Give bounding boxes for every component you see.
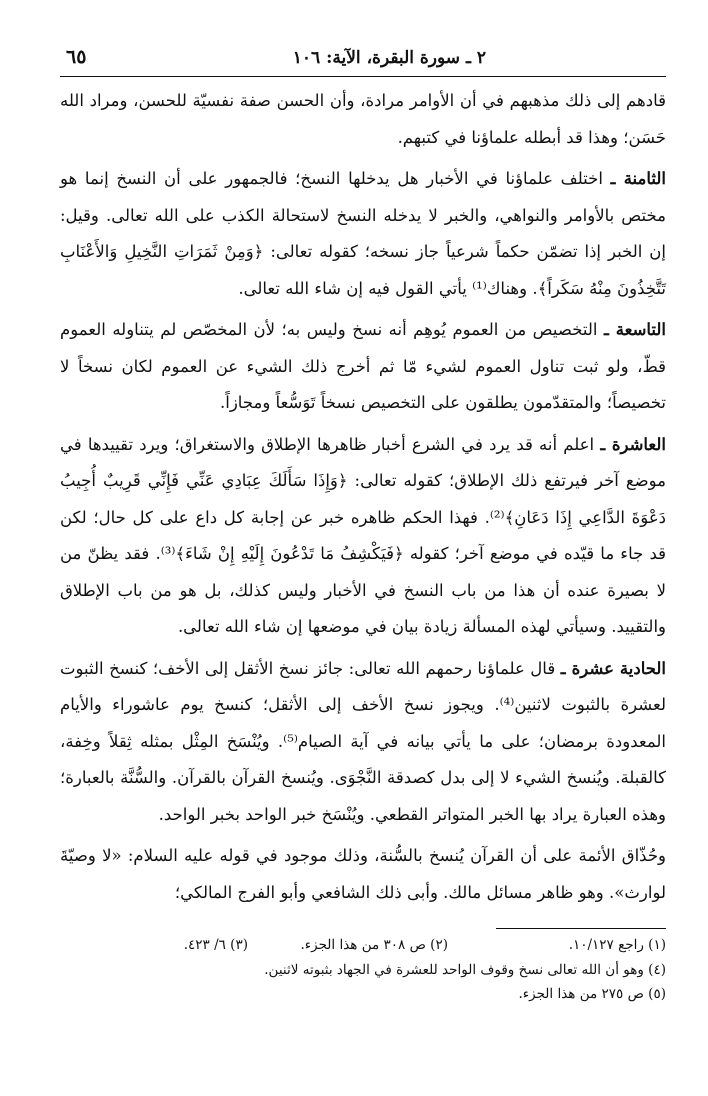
paragraph-text: اختلف علماؤنا في الأخبار هل يدخلها النسخ؛ فالجمهور على أن النسخ إنما هو مختص بالأوامر والنواهي، والخبر لا يدخله النسخ لاستحالة الكذب على الله تعالى. وقيل: إن الخبر إذا تضمّن حكماً شرعياً جاز نسخه؛ كقوله تعالى: ﴿وَمِنْ ثَمَرَاتِ النَّخِيلِ وَالأَعْنَابِ تَتَّخِذُونَ مِنْهُ سَكَراً﴾. وهناك⁽¹⁾ يأتي القول فيه إن شاء الله تعالى. [60,169,666,298]
paragraph-eighth [60,161,666,307]
footnote-2: (٢) ص ٣٠٨ من هذا الجزء. [300,937,448,953]
footnotes [60,928,666,1007]
footnote-divider [496,928,666,929]
paragraph-eleventh [60,651,666,834]
paragraph-lead: الحادية عشرة ـ [560,658,667,678]
paragraph-lead: التاسعة ـ [603,320,667,339]
paragraph-lead: الثامنة ـ [610,169,666,188]
paragraph-text: وحُذّاق الأئمة على أن القرآن يُنسخ بالسُّنة، وذلك موجود في قوله عليه السلام: «لا وصيّةَ لوارث». وهو ظاهر مسائل مالك. وأبى ذلك الشافعي وأبو الفرج المالكي؛ [60,846,666,902]
page-number: ٦٥ [66,46,87,68]
page-header [60,40,666,77]
paragraph-tenth [60,427,666,646]
footnote-row [60,933,666,958]
paragraph-ninth [60,312,666,422]
paragraph-lead: العاشرة ـ [600,434,666,454]
paragraph-continuation [60,83,666,156]
paragraph-final [60,838,666,911]
footnote-3: (٣) ٦/ ٤٢٣. [183,937,248,953]
running-title: ٢ ـ سورة البقرة، الآية: ١٠٦ [292,48,486,68]
page [60,40,666,911]
paragraph-text: قال علماؤنا رحمهم الله تعالى: جائز نسخ الأثقل إلى الأخف؛ كنسخ الثبوت لعشرة بالثبوت لاثنين⁽⁴⁾. ويجوز نسخ الأخف إلى الأثقل؛ كنسخ يوم عاشوراء والأيام المعدودة برمضان؛ على ما يأتي بيانه في آية الصيام⁽⁵⁾. ويُنْسَخ المِثْل بمثله ثِقلاً وخِفة، كالقبلة. ويُنسخ الشيء لا إلى بدل كصدقة النَّجْوَى. ويُنسخ القرآن بالقرآن. والسُّنَّة بالعبارة؛ وهذه العبارة يراد بها الخبر المتواتر القطعي. ويُنْسَخ خبر الواحد بخبر الواحد. [60,658,666,824]
paragraph-text: اعلم أنه قد يرد في الشرع أخبار ظاهرها الإطلاق والاستغراق؛ ويرد تقييدها في موضع آخر فيرتفع ذلك الإطلاق؛ كقوله تعالى: ﴿وَإِذَا سَأَلَكَ عِبَادِي عَنِّي فَإِنِّي قَرِيبٌ أُجِيبُ دَعْوَةَ الدَّاعِي إِذَا دَعَانِ﴾⁽²⁾. فهذا الحكم ظاهره خبر عن إجابة كل داع على كل حال؛ لكن قد جاء ما قيّده في موضع آخر؛ كقوله ﴿فَيَكْشِفُ مَا تَدْعُونَ إِلَيْهِ إِنْ شَاءَ﴾⁽³⁾. فقد يظنّ من لا بصيرة عنده أن هذا من باب النسخ في الأخبار وليس كذلك، بل هو من باب الإطلاق والتقييد. وسيأتي لهذه المسألة زيادة بيان في موضعها إن شاء الله تعالى. [60,434,667,636]
main-text [60,83,666,911]
paragraph-text: التخصيص من العموم يُوهِم أنه نسخ وليس به؛ لأن المخصّص لم يتناوله العموم قطّ، ولو ثبت تناول العموم لشيء مّا ثم أخرج ذلك الشيء عن العموم لكان نسخاً لا تخصيصاً؛ والمتقدّمون يطلقون على التخصيص نسخاً تَوَسُّعاً ومجازاً. [60,320,666,412]
footnote-5: (٥) ص ٢٧٥ من هذا الجزء. [518,986,666,1002]
footnote-4: (٤) وهو أن الله تعالى نسخ وقوف الواحد للعشرة في الجهاد بثبوته لاثنين. [264,961,666,978]
paragraph-text: قادهم إلى ذلك مذهبهم في أن الأوامر مرادة، وأن الحسن صفة نفسيّة للحسن، ومراد الله حَسَن؛ وهذا قد أبطله علماؤنا في كتبهم. [60,91,666,147]
footnote-1: (١) راجع ١٠/١٢٧. [568,937,666,953]
